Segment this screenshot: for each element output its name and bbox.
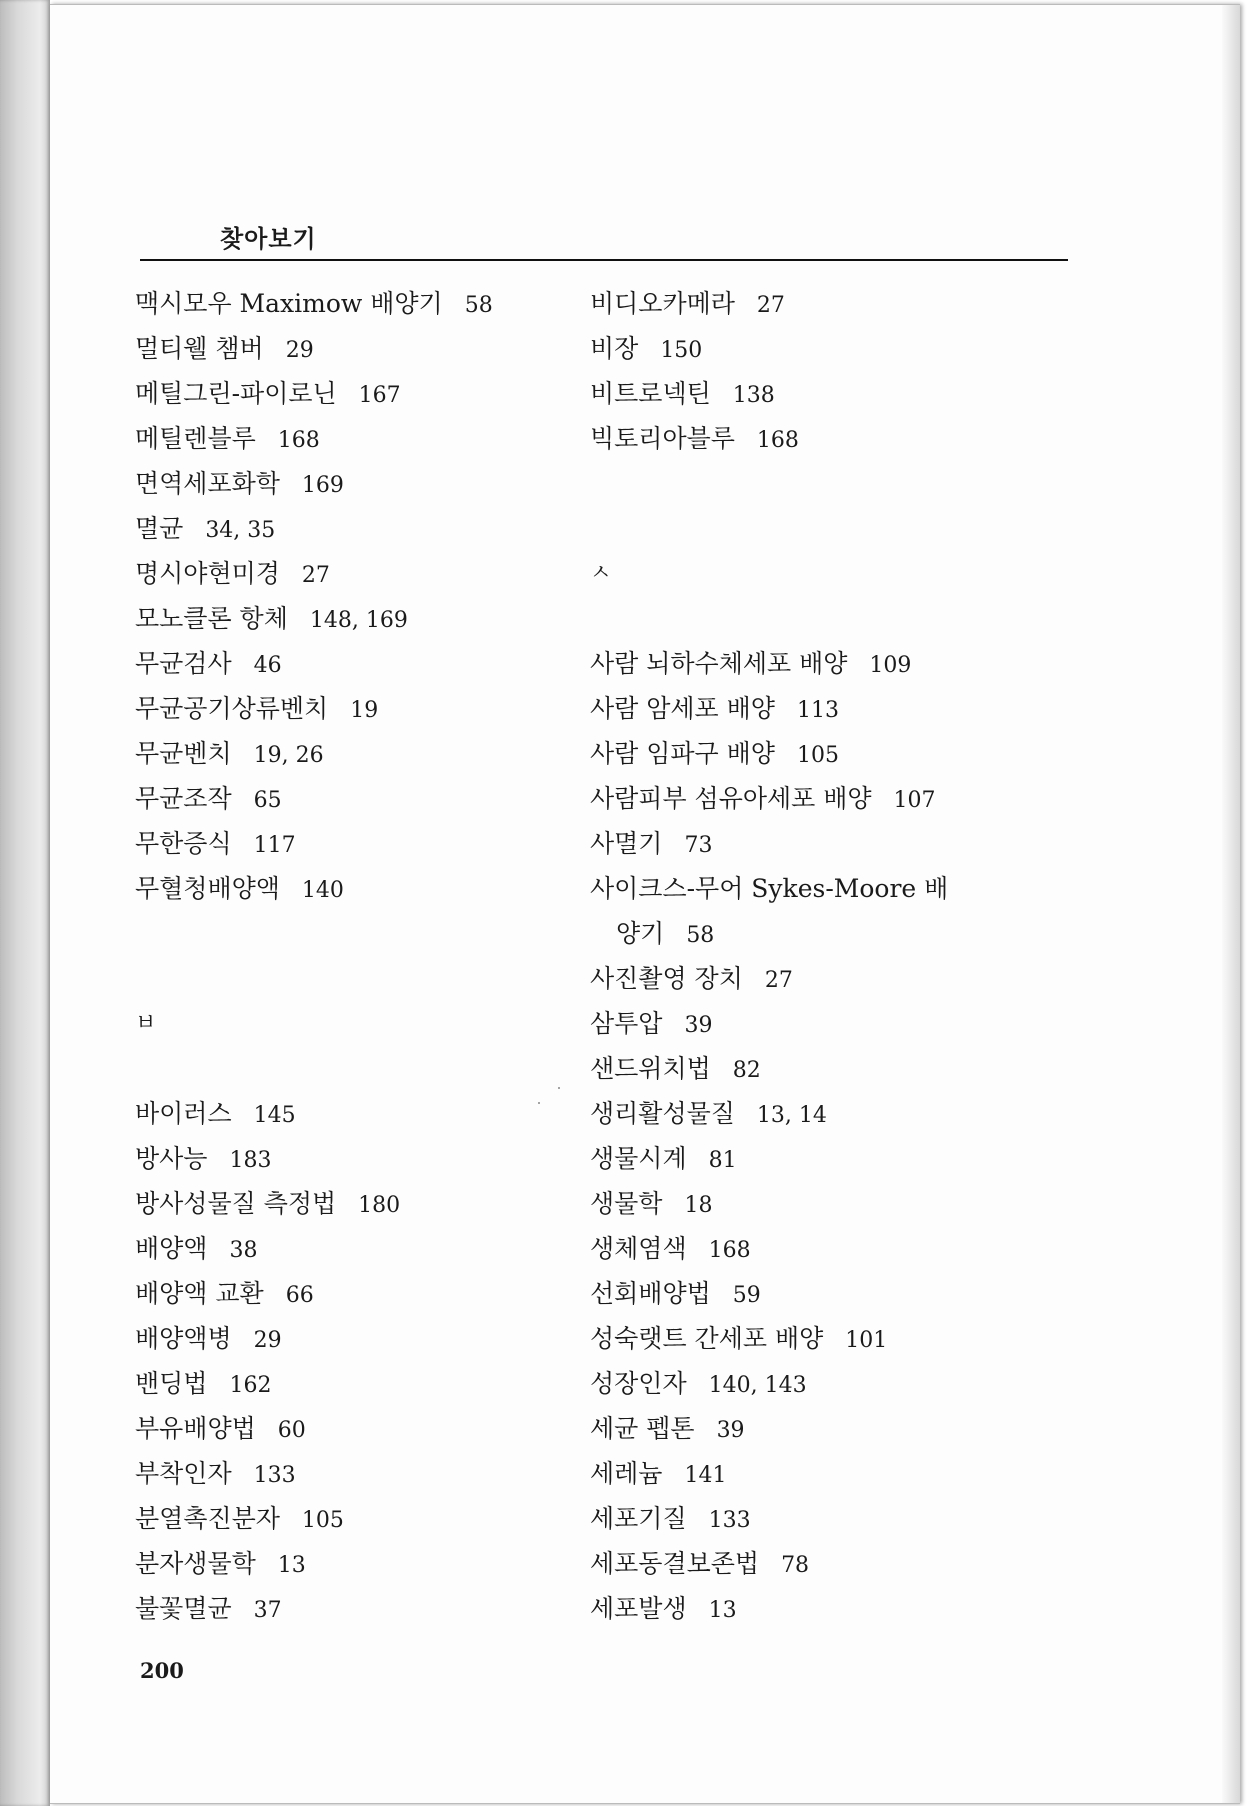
index-term: 부유배양법 <box>135 1414 256 1443</box>
index-term: 무균공기상류벤치 <box>135 694 329 723</box>
index-term: 배양액 <box>135 1234 208 1263</box>
index-entry <box>135 1541 575 1586</box>
index-entry <box>135 596 575 641</box>
blank-line <box>590 506 1100 551</box>
index-entry <box>135 326 575 371</box>
index-page-refs: 105 <box>796 743 839 768</box>
index-term: 배양액 교환 <box>135 1279 264 1308</box>
index-page-refs: 65 <box>253 788 282 813</box>
blank-line <box>590 596 1100 641</box>
index-term: 비장 <box>590 334 639 363</box>
index-page-refs: 13 <box>708 1598 737 1623</box>
index-term: 사진촬영 장치 <box>590 964 743 993</box>
index-page-refs: 39 <box>684 1013 713 1038</box>
index-entry <box>590 326 1100 371</box>
index-term: 생리활성물질 <box>590 1099 735 1128</box>
index-page-refs: 13 <box>277 1553 306 1578</box>
print-speck <box>538 1102 540 1104</box>
index-page-refs: 133 <box>708 1508 751 1533</box>
index-entry <box>590 1406 1100 1451</box>
index-term: 세균 펩톤 <box>590 1414 695 1443</box>
index-term: 불꽃멸균 <box>135 1594 232 1623</box>
index-page-refs: 19, 26 <box>253 743 324 768</box>
index-term: 성장인자 <box>590 1369 687 1398</box>
index-entry <box>590 1226 1100 1271</box>
section-heading: ㅂ <box>135 1011 157 1036</box>
index-entry <box>590 1316 1100 1361</box>
index-entry <box>590 1091 1100 1136</box>
index-page-refs: 82 <box>732 1058 761 1083</box>
index-term: 사이크스-무어 Sykes-Moore 배 <box>590 874 949 903</box>
index-term: 사멸기 <box>590 829 663 858</box>
index-page-refs: 107 <box>893 788 936 813</box>
index-page-refs: 109 <box>869 653 912 678</box>
index-term: 분열촉진분자 <box>135 1504 280 1533</box>
index-page-refs: 58 <box>686 923 715 948</box>
index-term: 멸균 <box>135 514 184 543</box>
book-spine <box>0 0 50 1806</box>
index-page-refs: 133 <box>253 1463 296 1488</box>
index-page-refs: 162 <box>229 1373 272 1398</box>
index-entry <box>135 1136 575 1181</box>
index-entry <box>590 1181 1100 1226</box>
index-entry <box>590 866 1100 911</box>
index-entry <box>590 281 1100 326</box>
index-term: 세포동결보존법 <box>590 1549 760 1578</box>
index-page-refs: 169 <box>301 473 344 498</box>
index-term: 샌드위치법 <box>590 1054 711 1083</box>
index-entry <box>590 1046 1100 1091</box>
index-term: 세레늄 <box>590 1459 663 1488</box>
blank-line <box>135 956 575 1001</box>
index-entry <box>590 1271 1100 1316</box>
index-term: 맥시모우 Maximow 배양기 <box>135 289 443 318</box>
index-term: 사람 암세포 배양 <box>590 694 775 723</box>
index-page-refs: 145 <box>253 1103 296 1128</box>
index-entry <box>135 371 575 416</box>
index-page-refs: 148, 169 <box>309 608 408 633</box>
index-entry <box>135 1586 575 1631</box>
page-edge <box>1222 5 1240 1803</box>
index-column-right <box>590 281 1100 1631</box>
index-page-refs: 183 <box>229 1148 272 1173</box>
index-entry <box>590 1361 1100 1406</box>
index-page-refs: 13, 14 <box>756 1103 827 1128</box>
index-entry <box>135 1226 575 1271</box>
page-title: 찾아보기 <box>220 225 317 253</box>
index-page-refs: 113 <box>796 698 839 723</box>
index-term: 선회배양법 <box>590 1279 711 1308</box>
index-term: 무혈청배양액 <box>135 874 280 903</box>
index-entry <box>135 776 575 821</box>
index-entry <box>590 911 1100 956</box>
index-entry <box>590 686 1100 731</box>
index-page-refs: 27 <box>764 968 793 993</box>
section-heading: ㅅ <box>590 561 612 586</box>
index-page-refs: 168 <box>756 428 799 453</box>
index-entry <box>590 731 1100 776</box>
index-term: 사람 뇌하수체세포 배양 <box>590 649 848 678</box>
index-term: 메틸렌블루 <box>135 424 256 453</box>
index-entry <box>590 1451 1100 1496</box>
index-term: 무한증식 <box>135 829 232 858</box>
index-column-left <box>135 281 575 1631</box>
index-page-refs: 27 <box>756 293 785 318</box>
index-page-refs: 46 <box>253 653 282 678</box>
index-page-refs: 138 <box>732 383 775 408</box>
index-term: 빅토리아블루 <box>590 424 735 453</box>
index-entry <box>590 1496 1100 1541</box>
index-entry <box>135 1316 575 1361</box>
index-entry <box>135 866 575 911</box>
index-page-refs: 140 <box>301 878 344 903</box>
index-page-refs: 101 <box>845 1328 888 1353</box>
index-term: 무균조작 <box>135 784 232 813</box>
index-entry <box>135 551 575 596</box>
index-term: 면역세포화학 <box>135 469 280 498</box>
index-page-refs: 66 <box>285 1283 314 1308</box>
index-term: 세포기질 <box>590 1504 687 1533</box>
index-term: 명시야현미경 <box>135 559 280 588</box>
index-term: 밴딩법 <box>135 1369 208 1398</box>
index-entry <box>590 371 1100 416</box>
index-page-refs: 37 <box>253 1598 282 1623</box>
index-entry <box>135 641 575 686</box>
index-entry <box>135 1181 575 1226</box>
index-term: 메틸그린-파이로닌 <box>135 379 337 408</box>
index-entry <box>135 281 575 326</box>
index-page-refs: 60 <box>277 1418 306 1443</box>
index-page-refs: 117 <box>253 833 296 858</box>
index-term: 분자생물학 <box>135 1549 256 1578</box>
page-number: 200 <box>140 1658 184 1683</box>
index-page-refs: 34, 35 <box>205 518 276 543</box>
blank-line <box>135 911 575 956</box>
index-entry <box>135 1361 575 1406</box>
index-term: 모노클론 항체 <box>135 604 288 633</box>
index-page-refs: 29 <box>253 1328 282 1353</box>
index-term: 생물시계 <box>590 1144 687 1173</box>
index-entry <box>135 506 575 551</box>
index-page-refs: 81 <box>708 1148 737 1173</box>
index-term: 무균벤치 <box>135 739 232 768</box>
index-term: 방사능 <box>135 1144 208 1173</box>
index-page-refs: 73 <box>684 833 713 858</box>
index-entry <box>135 686 575 731</box>
index-term: 부착인자 <box>135 1459 232 1488</box>
index-page-refs: 59 <box>732 1283 761 1308</box>
index-entry <box>135 1271 575 1316</box>
index-term: 생물학 <box>590 1189 663 1218</box>
index-entry <box>590 956 1100 1001</box>
index-entry <box>590 416 1100 461</box>
index-page-refs: 18 <box>684 1193 713 1218</box>
index-page-refs: 168 <box>277 428 320 453</box>
index-term: 비트로넥틴 <box>590 379 711 408</box>
index-term: 생체염색 <box>590 1234 687 1263</box>
index-term: 바이러스 <box>135 1099 232 1128</box>
index-term: 양기 <box>616 919 665 948</box>
index-entry <box>590 1001 1100 1046</box>
index-page-refs: 29 <box>285 338 314 363</box>
index-term: 삼투압 <box>590 1009 663 1038</box>
index-page-refs: 27 <box>301 563 330 588</box>
index-page-refs: 105 <box>301 1508 344 1533</box>
index-page-refs: 140, 143 <box>708 1373 807 1398</box>
index-entry <box>135 1451 575 1496</box>
index-entry <box>590 1586 1100 1631</box>
index-entry <box>135 731 575 776</box>
index-entry <box>590 641 1100 686</box>
index-term: 세포발생 <box>590 1594 687 1623</box>
index-entry <box>135 1496 575 1541</box>
index-page-refs: 150 <box>660 338 703 363</box>
index-page-refs: 19 <box>350 698 379 723</box>
index-page-refs: 167 <box>358 383 401 408</box>
index-page-refs: 38 <box>229 1238 258 1263</box>
print-speck <box>558 1087 560 1089</box>
blank-line <box>590 461 1100 506</box>
index-term: 비디오카메라 <box>590 289 735 318</box>
index-page-refs: 78 <box>781 1553 810 1578</box>
index-term: 멀티웰 챔버 <box>135 334 264 363</box>
index-page-refs: 168 <box>708 1238 751 1263</box>
index-entry <box>590 821 1100 866</box>
index-page-refs: 39 <box>716 1418 745 1443</box>
index-entry <box>590 776 1100 821</box>
index-page-refs: 141 <box>684 1463 727 1488</box>
index-term: 배양액병 <box>135 1324 232 1353</box>
index-term: 사람 임파구 배양 <box>590 739 775 768</box>
index-entry <box>135 461 575 506</box>
index-term: 방사성물질 측정법 <box>135 1189 337 1218</box>
index-entry <box>590 1541 1100 1586</box>
page-header <box>140 215 1068 261</box>
index-entry <box>135 821 575 866</box>
index-entry <box>590 1136 1100 1181</box>
index-term: 성숙랫트 간세포 배양 <box>590 1324 824 1353</box>
index-term: 무균검사 <box>135 649 232 678</box>
index-entry <box>135 1406 575 1451</box>
index-term: 사람피부 섬유아세포 배양 <box>590 784 872 813</box>
index-entry <box>135 416 575 461</box>
index-page-refs: 180 <box>358 1193 401 1218</box>
index-entry <box>135 1091 575 1136</box>
blank-line <box>135 1046 575 1091</box>
index-page-refs: 58 <box>464 293 493 318</box>
